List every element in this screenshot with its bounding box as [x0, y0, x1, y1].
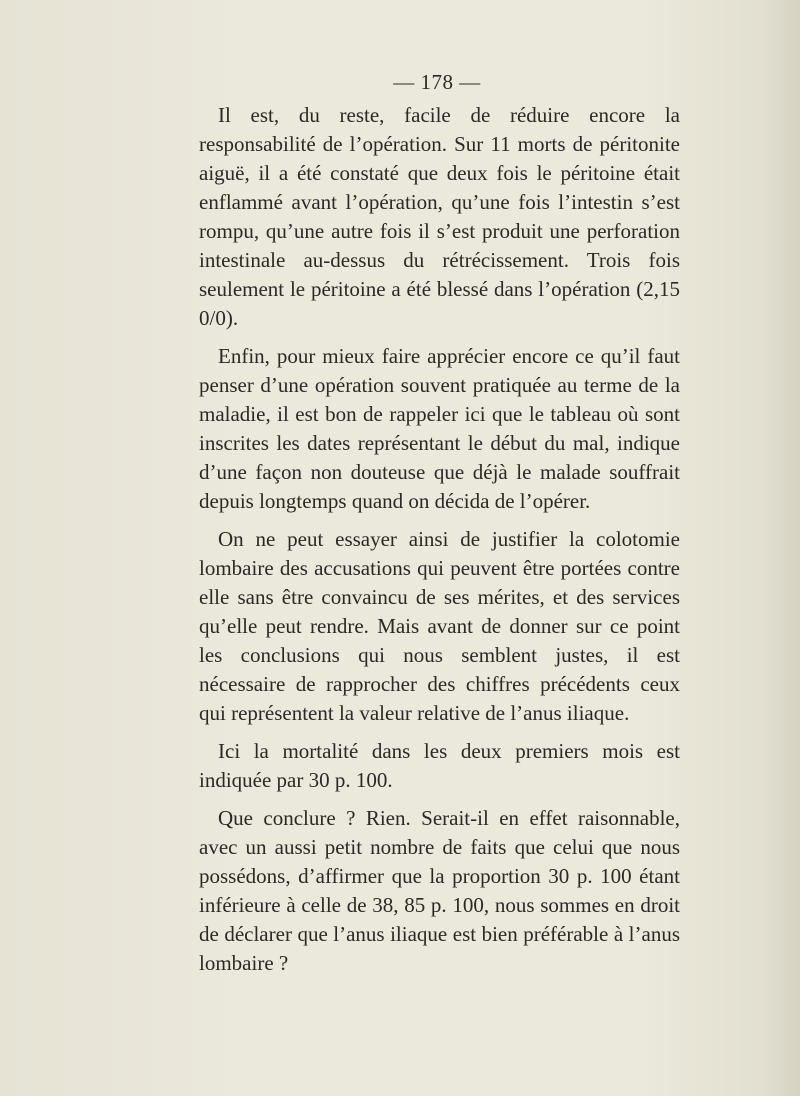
- paragraph-1: Il est, du reste, facile de réduire encore la responsabilité de l’opération. Sur 11 morts de péritonite aiguë, il a été constaté que deux fois le péritoine était enflammé avant l’opération, qu’une fois l’intestin s’est rompu, qu’une autre fois il s’est produit une perforation intestinale au-dessus du rétrécissement. Trois fois seulement le péritoine a été blessé dans l’opération (2,15 0/0).: [199, 103, 680, 330]
- body-text: [199, 101, 680, 978]
- header-area: [0, 0, 800, 110]
- paragraph-4: Ici la mortalité dans les deux premiers mois est indiquée par 30 p. 100.: [199, 739, 680, 792]
- paragraph-5: Que conclure ? Rien. Serait-il en effet raisonnable, avec un aussi petit nombre de faits que celui que nous possédons, d’affirmer que la proportion 30 p. 100 étant inférieure à celle de 38, 85 p. 100, nous sommes en droit de déclarer que l’anus iliaque est bien préférable à l’anus lombaire ?: [199, 806, 680, 975]
- paragraph-3: On ne peut essayer ainsi de justifier la colotomie lombaire des accusations qui peuvent être portées contre elle sans être convaincu de ses mérites, et des services qu’elle peut rendre. Mais avant de donner sur ce point les conclusions qui nous semblent justes, il est nécessaire de rapprocher des chiffres précédents ceux qui représentent la valeur relative de l’anus iliaque.: [199, 527, 680, 725]
- paragraph-2: Enfin, pour mieux faire apprécier encore ce qu’il faut penser d’une opération souvent pratiquée au terme de la maladie, il est bon de rappeler ici que le tableau où sont inscrites les dates représentant le début du mal, indique d’une façon non douteuse que déjà le malade souffrait depuis longtemps quand on décida de l’opérer.: [199, 344, 680, 513]
- page-number: — 178 —: [393, 70, 481, 94]
